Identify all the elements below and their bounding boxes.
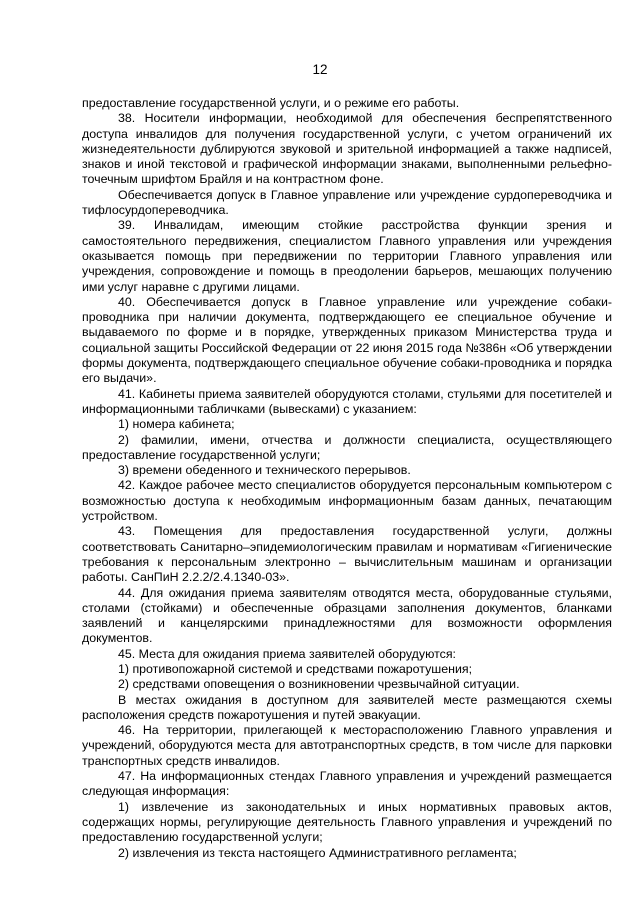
page-number: 12 bbox=[312, 62, 328, 77]
paragraph: 2) фамилии, имени, отчества и должности специалиста, осуществляющего предоставление государственной услуги; bbox=[82, 432, 612, 462]
paragraph: 47. На информационных стендах Главного управления и учреждений размещается следующая информация: bbox=[82, 769, 612, 799]
paragraph: 2) средствами оповещения о возникновении чрезвычайной ситуации. bbox=[118, 677, 520, 692]
paragraph: 1) противопожарной системой и средствами пожаротушения; bbox=[118, 661, 473, 676]
paragraph: предоставление государственной услуги, и о режиме его работы. bbox=[82, 96, 460, 110]
paragraph: 43. Помещения для предоставления государственной услуги, должны соответствовать Санитарно–эпидемиологическим правилам и нормативам «Гигиенические требования к персональным электронно – вычислительным машинам и организации работы. СанПиН 2.2.2/2.4.1340-03». bbox=[82, 524, 612, 585]
paragraph: 40. Обеспечивается допуск в Главное управление или учреждение собаки-проводника при наличии документа, подтверждающего ее специальное обучение и выдаваемого по форме и в порядке, утвержденных приказом Министерства труда и социальной защиты Российской Федерации от 22 июня 2015 года №386н «Об утверждении формы документа, подтверждающего специальное обучение собаки-проводника и порядка его выдачи». bbox=[82, 294, 612, 386]
paragraph: 42. Каждое рабочее место специалистов оборудуется персональным компьютером с возможностью доступа к необходимым информационным базам данных, печатающим устройством. bbox=[82, 478, 612, 524]
paragraph: 38. Носители информации, необходимой для обеспечения беспрепятственного доступа инвалидов для получения государственной услуги, с учетом ограничений их жизнедеятельности дублируются звуковой и зрительной информацией а также надписей, знаков и иной текстовой и графической информации знаками, выполненными рельефно-точечным шрифтом Брайля и на контрастном фоне. bbox=[82, 111, 612, 187]
paragraph: В местах ожидания в доступном для заявителей месте размещаются схемы расположения средств пожаротушения и путей эвакуации. bbox=[82, 692, 612, 722]
paragraph: 3) времени обеденного и технического перерывов. bbox=[118, 463, 411, 478]
paragraph: 39. Инвалидам, имеющим стойкие расстройства функции зрения и самостоятельного передвижения, специалистом Главного управления или учреждения оказывается помощь при передвижении по территории Главного управления или учреждения, сопровождение и помощь в преодолении барьеров, мешающих получению ими услуг наравне с другими лицами. bbox=[82, 218, 612, 294]
document-body bbox=[82, 96, 612, 861]
paragraph: 1) извлечение из законодательных и иных нормативных правовых актов, содержащих нормы, регулирующие деятельность Главного управления и учреждений по предоставлению государственной услуги; bbox=[82, 799, 612, 845]
paragraph: 45. Места для ожидания приема заявителей оборудуются: bbox=[118, 646, 456, 661]
paragraph: 41. Кабинеты приема заявителей оборудуются столами, стульями для посетителей и информационными табличками (вывесками) с указанием: bbox=[82, 386, 612, 416]
paragraph: 46. На территории, прилегающей к месторасположению Главного управления и учреждений, оборудуются места для автотранспортных средств, в том числе для парковки транспортных средств инвалидов. bbox=[82, 723, 612, 768]
paragraph: Обеспечивается допуск в Главное управление или учреждение сурдопереводчика и тифлосурдопереводчика. bbox=[82, 187, 612, 218]
paragraph: 1) номера кабинета; bbox=[118, 417, 235, 432]
paragraph: 44. Для ожидания приема заявителям отводятся места, оборудованные стульями, столами (стойками) и обеспеченные образцами заполнения документов, бланками заявлений и канцелярскими принадлежностями для возможности оформления документов. bbox=[82, 585, 612, 646]
paragraph: 2) извлечения из текста настоящего Административного регламента; bbox=[118, 845, 517, 860]
